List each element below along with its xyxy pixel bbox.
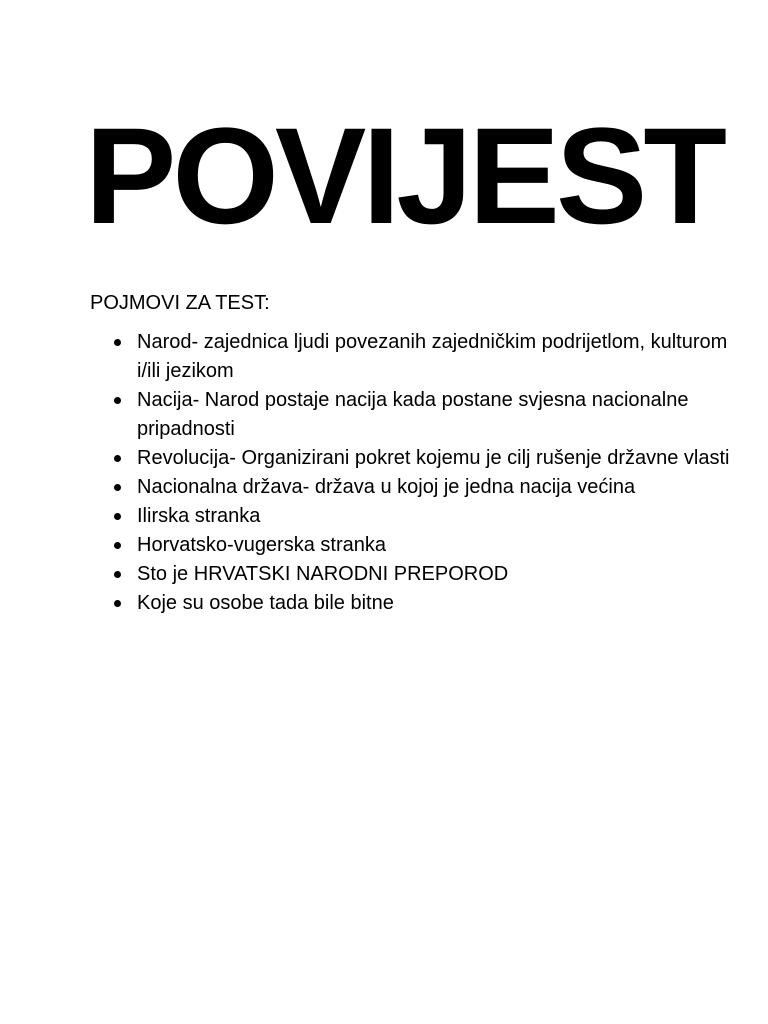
document-subtitle: POJMOVI ZA TEST: [90, 292, 270, 314]
document-title: POVIJEST [84, 100, 723, 253]
list-item: Koje su osobe tada bile bitne [90, 589, 730, 618]
list-item: Nacionalna država- država u kojoj je jedna nacija većina [90, 473, 730, 502]
list-item: Ilirska stranka [90, 502, 730, 531]
list-item: Sto je HRVATSKI NARODNI PREPOROD [90, 560, 730, 589]
list-item: Revolucija- Organizirani pokret kojemu je cilj rušenje državne vlasti [90, 444, 730, 473]
list-item: Narod- zajednica ljudi povezanih zajedničkim podrijetlom, kulturom i/ili jezikom [90, 328, 730, 386]
list-item: Horvatsko-vugerska stranka [90, 531, 730, 560]
term-list [90, 328, 730, 618]
list-item: Nacija- Narod postaje nacija kada postane svjesna nacionalne pripadnosti [90, 386, 730, 444]
